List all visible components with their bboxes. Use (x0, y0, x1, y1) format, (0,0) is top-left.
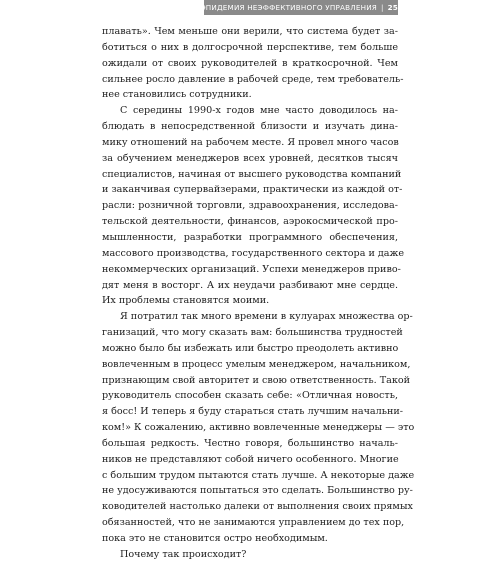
body-text (102, 24, 415, 563)
text-line: плавать». Чем меньше они верили, что система будет за- (102, 26, 398, 37)
text-line: ников не представляют собой ничего особенного. Многие (102, 453, 399, 465)
text-line: мышленности, разработки программного обеспечения, (102, 231, 398, 243)
page-number: 25 (387, 3, 398, 12)
running-head (201, 2, 398, 13)
text-line: я босс! И теперь я буду стараться стать лучшим начальни- (102, 406, 403, 418)
text-line: мику отношений на рабочем месте. Я провел много часов (102, 136, 399, 148)
text-line: дят меня в восторг. А их неудачи разбивают мне сердце. (102, 279, 398, 291)
text-line: С середины 1990-х годов мне часто доводилось на- (120, 105, 398, 117)
text-line: Я потратил так много времени в кулуарах множества ор- (120, 311, 413, 323)
chapter-title: ЭПИДЕМИЯ НЕЭФФЕКТИВНОГО УПРАВЛЕНИЯ (200, 3, 377, 12)
text-line: пока это не становится остро необходимым. (102, 533, 328, 544)
text-line: ганизаций, что могу сказать вам: большинства трудностей (102, 327, 403, 339)
text-line: Их проблемы становятся моими. (102, 295, 270, 307)
text-line: обязанностей, что не занимаются управлением до тех пор, (102, 517, 405, 529)
text-line: ожидали от своих руководителей в краткосрочной. Чем (102, 57, 398, 69)
text-line: руководитель способен сказать себе: «Отличная новость, (102, 390, 398, 402)
text-line: блюдать в непосредственной близости и изучать дина- (102, 121, 398, 133)
text-line: ководителей настолько далеки от выполнения своих прямых (102, 501, 413, 513)
text-line: не удосуживаются попытаться это сделать. Большинство ру- (102, 485, 413, 497)
text-line: ботиться о них в долгосрочной перспективе, тем больше (102, 41, 398, 53)
text-line: большая редкость. Честно говоря, большинство началь- (102, 437, 398, 449)
text-line: сильнее росло давление в рабочей среде, тем требователь- (102, 73, 404, 85)
text-line: некоммерческих организаций. Успехи менеджеров приво- (102, 263, 401, 275)
text-line: массового производства, государственного сектора и даже (102, 247, 405, 259)
text-line: Почему так происходит? (120, 548, 247, 560)
text-line: признающим свой авторитет и свою ответственность. Такой (102, 374, 411, 386)
header-separator: | (380, 3, 384, 12)
text-line: тельской деятельности, финансов, аэрокосмической про- (102, 216, 398, 228)
text-line: специалистов, начиная от высшего руководства компаний (102, 168, 402, 180)
text-line: можно было бы избежать или быстро преодолеть активно (102, 342, 399, 354)
text-line: с большим трудом пытаются стать лучше. А некоторые даже (102, 469, 415, 481)
text-line: ком!» К сожалению, активно вовлеченные менеджеры — это (102, 422, 415, 434)
text-line: расли: розничной торговли, здравоохранения, исследова- (102, 200, 398, 212)
text-line: нее становились сотрудники. (102, 89, 252, 101)
text-line: и заканчивая супервайзерами, практически из каждой от- (102, 184, 403, 196)
text-line: за обучением менеджеров всех уровней, десятков тысяч (102, 152, 398, 164)
text-line: вовлеченным в процесс умелым менеджером, начальником, (102, 358, 411, 370)
